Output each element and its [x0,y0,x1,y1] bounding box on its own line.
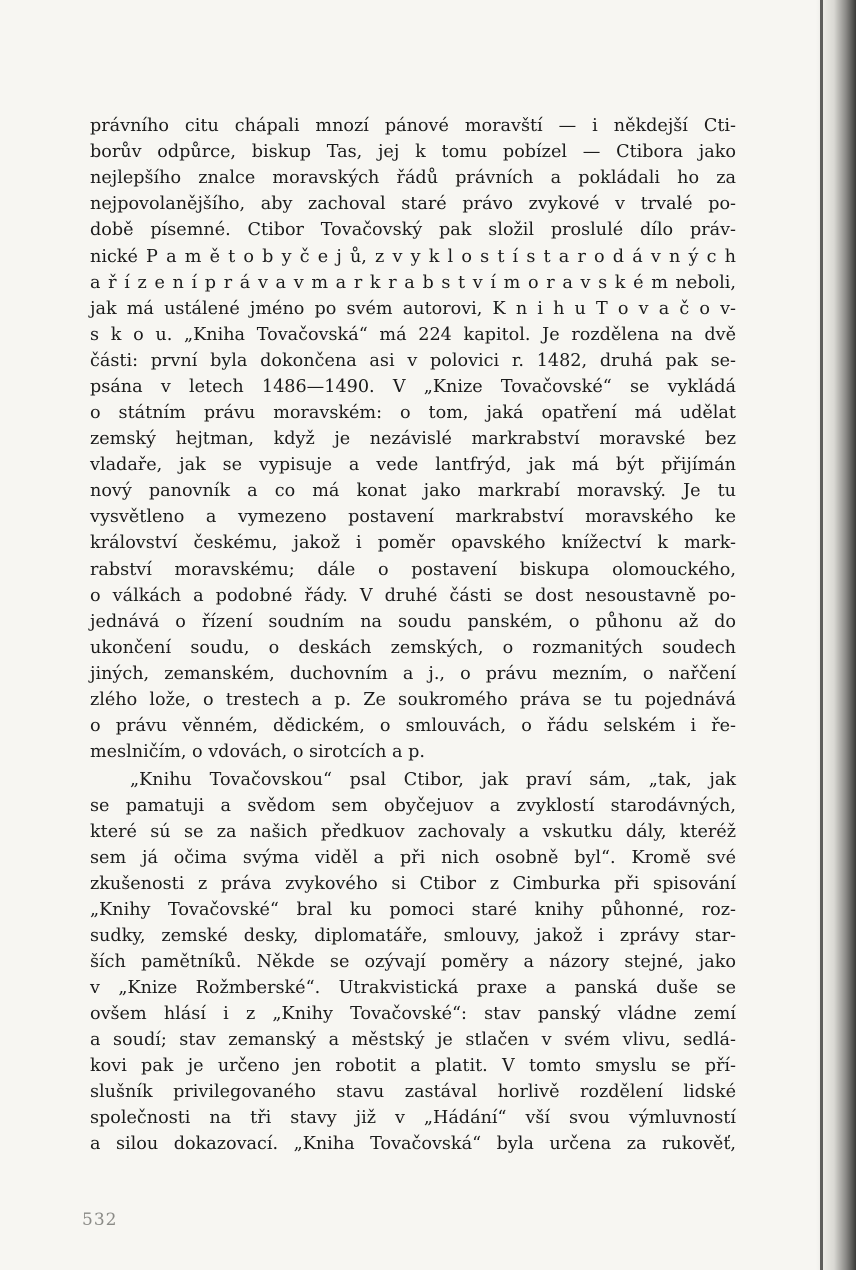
text-line: „Knihu Tovačovskou“ psal Ctibor, jak praví sám, „tak, jak [130,770,736,790]
text-line: s k o u. „Kniha Tovačovská“ má 224 kapitol. Je rozdělena na dvě [90,325,736,345]
page-edge [820,0,823,1270]
text-line: ších pamětníků. Někde se ozývají poměry a názory stejné, jako [90,952,736,972]
text-line: sem já očima svýma viděl a při nich osobně byl“. Kromě své [90,848,736,868]
text-line: době písemné. Ctibor Tovačovský pak složil proslulé dílo práv- [90,220,736,240]
text-line: rabství moravskému; dále o postavení biskupa olomouckého, [90,560,736,580]
text-line: o válkách a podobné řády. V druhé části se dost nesoustavně po- [90,586,736,606]
text-line: a silou dokazovací. „Kniha Tovačovská“ byla určena za rukověť, [90,1134,736,1154]
text-line: jednává o řízení soudním na soudu panském, o půhonu až do [90,612,736,632]
text-line: části: první byla dokončena asi v polovici r. 1482, druhá pak se- [90,351,736,371]
text-line: se pamatuji a svědom sem obyčejuov a zvyklostí starodávných, [90,796,736,816]
text-line: ukončení soudu, o deskách zemských, o rozmanitých soudech [90,638,736,658]
text-line: meslničím, o vdovách, o sirotcích a p. [90,742,425,762]
text-line: nový panovník a co má konat jako markrabí moravský. Je tu [90,481,736,501]
text-line: společnosti na tři stavy již v „Hádání“ vší svou výmluvností [90,1108,736,1128]
text-line: nejpovolanějšího, aby zachoval staré právo zvykové v trvalé po- [90,194,736,214]
text-line: zlého lože, o trestech a p. Ze soukromého práva se tu pojednává [90,690,736,710]
text-line: borův odpůrce, biskup Tas, jej k tomu pobízel — Ctibora jako [90,142,736,162]
text-line: kovi pak je určeno jen robotit a platit. V tomto smyslu se pří- [90,1056,736,1076]
text-line: nické P a m ě t o b y č e j ů, z v y k l o s t í s t a r o d á v n ý c h [90,247,736,267]
text-line: sudky, zemské desky, diplomatáře, smlouvy, jakož i zprávy star- [90,926,736,946]
text-line: ovšem hlásí i z „Knihy Tovačovské“: stav panský vládne zemí [90,1004,736,1024]
text-line: království českému, jakož i poměr opavského knížectví k mark- [90,533,736,553]
text-line: jiných, zemanském, duchovním a j., o právu mezním, o nařčení [90,664,736,684]
text-line: a soudí; stav zemanský a městský je stlačen v svém vlivu, sedlá- [90,1030,736,1050]
text-line: jak má ustálené jméno po svém autorovi, K n i h u T o v a č o v- [90,299,736,319]
text-line: psána v letech 1486—1490. V „Knize Tovačovské“ se vykládá [90,377,736,397]
text-line: „Knihy Tovačovské“ bral ku pomoci staré knihy půhonné, roz- [90,900,736,920]
text-line: zemský hejtman, když je nezávislé markrabství moravské bez [90,429,736,449]
text-line: slušník privilegovaného stavu zastával horlivě rozdělení lidské [90,1082,736,1102]
text-line: v „Knize Rožmberské“. Utrakvistická praxe a panská duše se [90,978,736,998]
text-line: vladaře, jak se vypisuje a vede lantfrýd, jak má být přijímán [90,455,736,475]
page-number: 532 [82,1210,118,1230]
text-line: o právu věnném, dědickém, o smlouvách, o řádu selském i ře- [90,716,736,736]
text-line: které sú se za našich předkuov zachovaly a vskutku dály, kteréž [90,822,736,842]
text-line: právního citu chápali mnozí pánové moravští — i někdejší Cti- [90,116,736,136]
text-line: o státním právu moravském: o tom, jaká opatření má udělat [90,403,736,423]
text-line: vysvětleno a vymezeno postavení markrabství moravského ke [90,507,736,527]
text-line: nejlepšího znalce moravských řádů právních a pokládali ho za [90,168,736,188]
text-line: zkušenosti z práva zvykového si Ctibor z Cimburka při spisování [90,874,736,894]
text-line: a ř í z e n í p r á v a v m a r k r a b s t v í m o r a v s k é m neboli, [90,273,736,293]
